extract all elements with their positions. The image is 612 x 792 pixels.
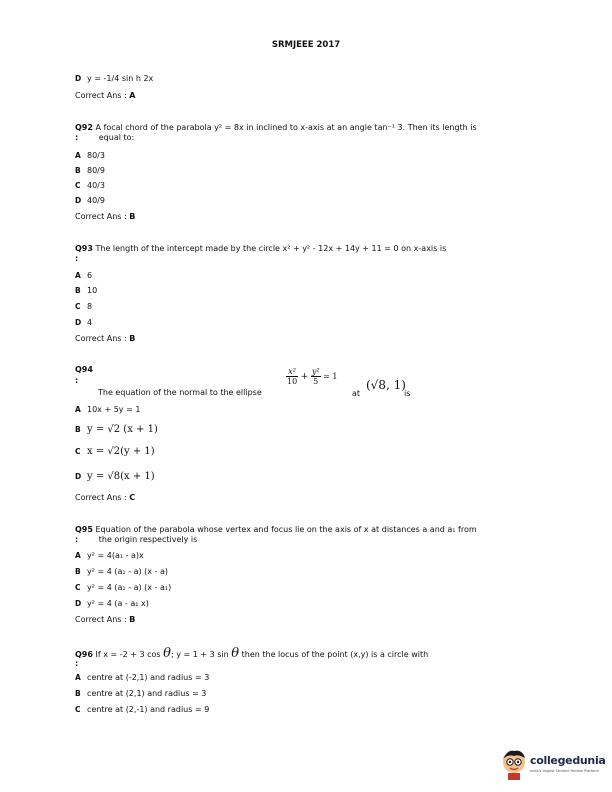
q96-question: Q96 If x = -2 + 3 cos θ; y = 1 + 3 sin θ then the locus of the point (x,y) is a circle with	[75, 646, 429, 661]
q94-colon: :	[75, 376, 79, 385]
q95-option-b: B y² = 4 (a₁ - a) (x - a)	[75, 567, 168, 576]
option-text: y = -1/4 sin h 2x	[87, 74, 154, 83]
q93-option-a: A 6	[75, 271, 93, 280]
q92-option-d: D 40/9	[75, 196, 105, 205]
q94-is-word: is	[404, 389, 411, 398]
q93-option-d: D 4	[75, 318, 93, 327]
logo-tagline: India's largest Student Review Platform	[530, 769, 599, 773]
q94-ellipse-equation: $\frac{\text{x²}}{10}$ + $\frac{\text{y²}}{5}$ = 1	[287, 367, 338, 386]
mascot-icon	[500, 748, 528, 780]
q93-question	[75, 244, 446, 253]
q92-correct-answer: Correct Ans : B	[75, 212, 136, 221]
q95-correct-answer: Correct Ans : B	[75, 615, 136, 624]
q95-option-d: D y² = 4 (a - a₁ x)	[75, 599, 149, 608]
q96-colon: :	[75, 659, 79, 668]
q93-option-c: C 8	[75, 302, 93, 311]
prev-correct-answer: Correct Ans : A	[75, 91, 136, 100]
option-label: D	[75, 74, 82, 83]
q94-question-number: Q94	[75, 365, 93, 374]
prev-option-d	[75, 74, 153, 83]
q92-option-c: C 40/3	[75, 181, 105, 190]
q96-option-a: A centre at (-2,1) and radius = 3	[75, 673, 210, 682]
q94-question-text: The equation of the normal to the ellipse	[98, 388, 262, 397]
page-title: SRMJEEE 2017	[271, 40, 341, 50]
q94-at-word: at	[352, 389, 361, 398]
collegedunia-logo	[500, 748, 612, 782]
question-text: The length of the intercept made by the circle x² + y² - 12x + 14y + 11 = 0 on x-axis is	[95, 244, 447, 253]
q94-option-b: B y = √2 (x + 1)	[75, 424, 158, 435]
q95-option-c: C y² = 4 (a₁ - a) (x - a₁)	[75, 583, 172, 592]
q93-correct-answer: Correct Ans : B	[75, 334, 136, 343]
logo-wordmark: collegedunia	[530, 754, 606, 767]
q95-question: Q95 Equation of the parabola whose vertex and focus lie on the axis of x at distances a and a₁ from	[75, 525, 477, 534]
q94-option-a: A 10x + 5y = 1	[75, 405, 141, 414]
q92-question-cont: : equal to:	[75, 133, 135, 142]
question-text: A focal chord of the parabola y² = 8x in inclined to x-axis at an angle tan⁻¹ 3. Then its length is	[95, 123, 477, 132]
q95-question-cont: : the origin respectively is	[75, 535, 198, 544]
q92-question	[75, 123, 477, 132]
q93-colon: :	[75, 254, 79, 263]
q92-option-a: A 80/3	[75, 151, 105, 160]
q94-correct-answer: Correct Ans : C	[75, 493, 136, 502]
question-number: Q92	[75, 123, 93, 132]
q94-option-c: C x = √2(y + 1)	[75, 446, 155, 457]
q96-option-b: B centre at (2,1) and radius = 3	[75, 689, 207, 698]
q94-option-d: D y = √8(x + 1)	[75, 471, 155, 482]
q95-option-a: A y² = 4(a₁ - a)x	[75, 551, 144, 560]
q92-option-b: B 80/9	[75, 166, 105, 175]
q94-point: (√8, 1)	[366, 378, 406, 392]
question-number: Q93	[75, 244, 93, 253]
q96-option-c: C centre at (2,-1) and radius = 9	[75, 705, 210, 714]
q93-option-b: B 10	[75, 286, 98, 295]
